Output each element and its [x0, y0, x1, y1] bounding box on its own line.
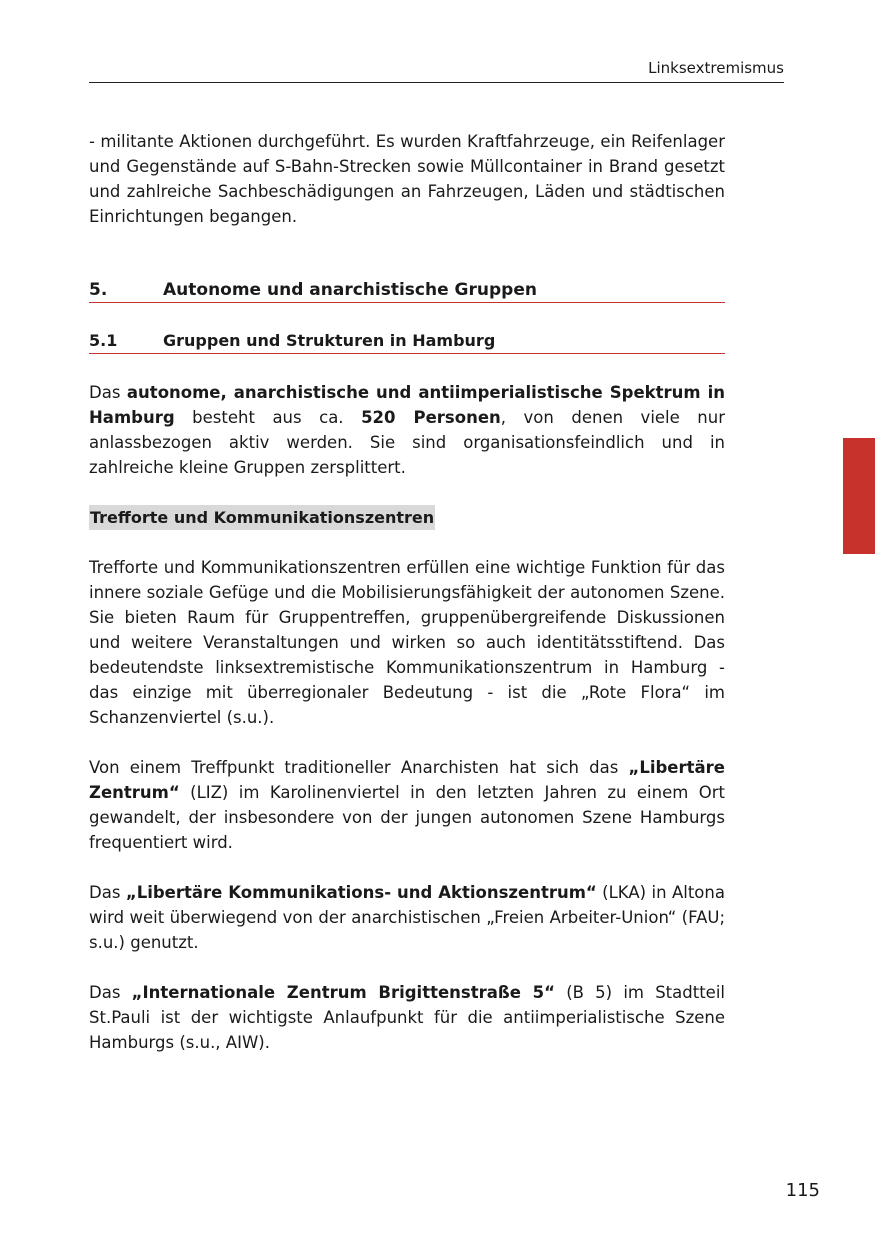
- subsection-number: 5.1: [89, 331, 118, 350]
- paragraph-liz: Von einem Treffpunkt traditioneller Anarchisten hat sich das „Libertäre Zentrum“ (LIZ) im Karolinenviertel in den letzten Jahren zu einem Ort gewandelt, der insbesondere von der jungen autonomen Szene Hamburgs frequentiert wird.: [89, 758, 725, 852]
- subsection-title: Gruppen und Strukturen in Hamburg: [163, 331, 496, 350]
- chapter-tab-marker: [843, 438, 875, 554]
- section-heading: [89, 278, 725, 303]
- running-head: Linksextremismus: [89, 58, 784, 83]
- page-number: 115: [785, 1180, 820, 1201]
- highlighted-subheading: Trefforte und Kommunikationszentren: [89, 505, 435, 530]
- section-title: Autonome und anarchistische Gruppen: [163, 280, 537, 300]
- subsection-heading: [89, 329, 725, 354]
- paragraph-lka: Das „Libertäre Kommunikations- und Aktionszentrum“ (LKA) in Altona wird weit überwiegend von der anarchistischen „Freien Arbeiter-Union“ (FAU; s.u.) genutzt.: [89, 883, 725, 952]
- intro-paragraph: - militante Aktionen durchgeführt. Es wurden Kraftfahrzeuge, ein Reifenlager und Gegenstände auf S-Bahn-Strecken sowie Müllcontainer in Brand gesetzt und zahlreiche Sachbeschädigungen an Fahrzeugen, Läden und städtischen Einrichtungen begangen.: [89, 132, 725, 226]
- paragraph-spectrum: Das autonome, anarchistische und antiimperialistische Spektrum in Hamburg besteht aus ca. 520 Personen, von denen viele nur anlassbezogen aktiv werden. Sie sind organisationsfeindlich und in zahlreiche kleine Gruppen zersplittert.: [89, 383, 726, 477]
- paragraph-trefforte: Trefforte und Kommunikationszentren erfüllen eine wichtige Funktion für das innere soziale Gefüge und die Mobilisierungsfähigkeit der autonomen Szene. Sie bieten Raum für Gruppentreffen, gruppenübergreifende Diskussionen und weitere Veranstaltungen und wirken so auch identitätsstiftend. Das bedeutendste linksextremistische Kommunikationszentrum in Hamburg - das einzige mit überregionaler Bedeutung - ist die „Rote Flora“ im Schanzenviertel (s.u.).: [89, 558, 725, 727]
- page-body: [89, 129, 725, 1055]
- section-number: 5.: [89, 280, 108, 300]
- paragraph-b5: Das „Internationale Zentrum Brigittenstraße 5“ (B 5) im Stadtteil St.Pauli ist der wichtigste Anlaufpunkt für die antiimperialistische Szene Hamburgs (s.u., AIW).: [89, 983, 725, 1052]
